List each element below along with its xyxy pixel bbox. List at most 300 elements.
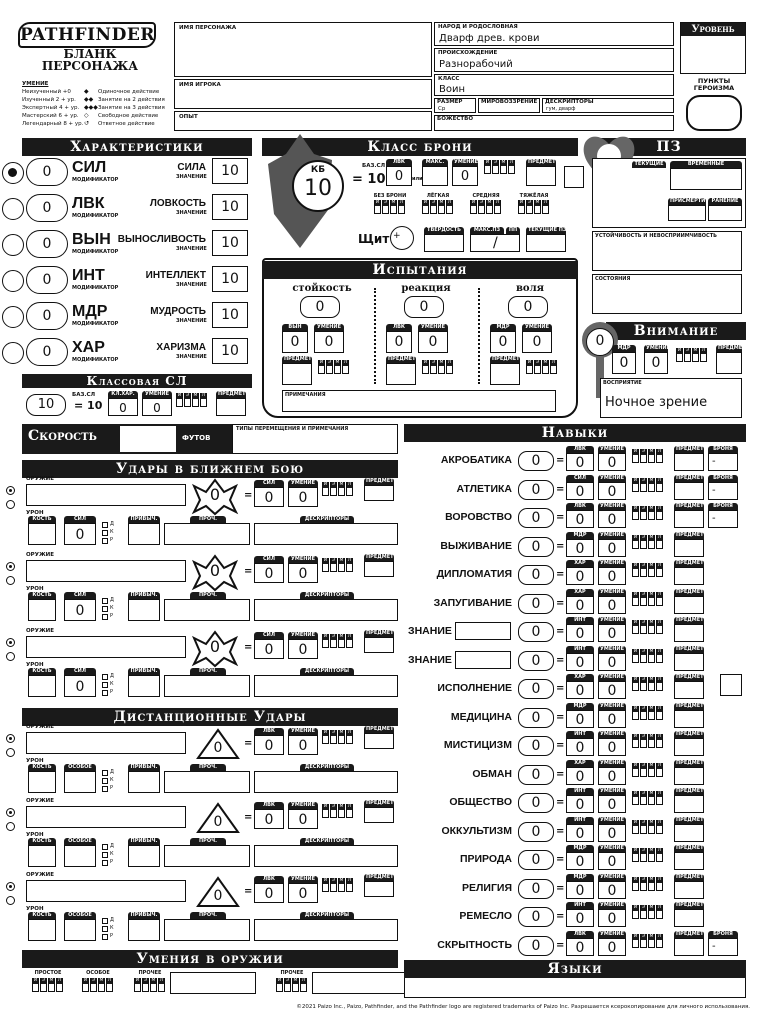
ability-selector[interactable] [2,342,24,364]
rank-checkbox[interactable] [632,449,639,463]
strike-prof[interactable]: 0 [288,487,318,507]
rank-checkbox[interactable] [98,978,105,992]
skill-total[interactable]: 0 [518,708,554,728]
hero-points-field[interactable] [686,95,742,131]
skill-item[interactable] [674,567,704,585]
skill-mod[interactable]: 0 [566,881,594,899]
rank-checkbox[interactable] [438,360,445,374]
rank-checkbox[interactable] [640,877,647,891]
rank-checkbox[interactable] [640,506,647,520]
perception-prof[interactable]: 0 [644,352,668,374]
rank-checkbox[interactable] [640,706,647,720]
rank-checkbox[interactable] [142,978,149,992]
skill-prof[interactable]: 0 [598,510,626,528]
strike-item[interactable] [364,561,394,577]
skill-mod[interactable]: 0 [566,738,594,756]
skill-prof-ranks[interactable] [632,763,664,777]
rank-checkbox[interactable] [508,160,515,174]
rank-checkbox[interactable] [346,558,353,572]
skill-item[interactable] [674,453,704,471]
rank-checkbox[interactable] [632,706,639,720]
skill-total[interactable]: 0 [518,651,554,671]
damage-type-d[interactable] [102,598,108,604]
rank-checkbox[interactable] [640,820,647,834]
shield-max-hp[interactable] [470,234,520,252]
skill-item[interactable] [674,539,704,557]
strike-prof-ranks[interactable] [322,482,354,496]
rank-checkbox[interactable] [632,848,639,862]
rank-checkbox[interactable] [656,877,663,891]
rank-checkbox[interactable] [322,804,329,818]
weapon-name[interactable] [26,484,186,506]
rank-checkbox[interactable] [398,200,405,214]
weapon-prof-other[interactable] [312,972,406,994]
rank-checkbox[interactable] [292,978,299,992]
ancestry-field[interactable]: НАРОД И РОДОСЛОВНАЯ Дварф древ. крови [434,22,674,46]
strike-item[interactable] [364,807,394,823]
skill-prof-ranks[interactable] [632,478,664,492]
damage-other[interactable] [164,599,250,621]
damage-dice[interactable] [28,845,56,867]
skill-total[interactable]: 0 [518,736,554,756]
skill-prof[interactable]: 0 [598,824,626,842]
skill-total[interactable]: 0 [518,879,554,899]
strike-selector[interactable] [6,638,15,647]
rank-checkbox[interactable] [640,563,647,577]
rank-checkbox[interactable] [382,200,389,214]
perception-value[interactable]: 0 [586,328,614,356]
rank-checkbox[interactable] [640,734,647,748]
rank-checkbox[interactable] [632,905,639,919]
strike-selector[interactable] [6,562,15,571]
skill-mod[interactable]: 0 [566,681,594,699]
weapon-traits[interactable] [254,523,398,545]
player-name-field[interactable]: ИМЯ ИГРОКА [174,79,432,109]
rank-checkbox[interactable] [632,649,639,663]
skill-item[interactable] [674,767,704,785]
rank-checkbox[interactable] [656,820,663,834]
ability-mod[interactable]: 0 [26,230,68,258]
rank-checkbox[interactable] [470,200,477,214]
armor-category-ranks[interactable] [470,200,502,214]
skill-prof[interactable]: 0 [598,567,626,585]
strike-ability[interactable]: 0 [254,735,284,755]
class-dc-key[interactable]: 0 [108,398,138,416]
rank-checkbox[interactable] [640,620,647,634]
rank-checkbox[interactable] [374,200,381,214]
ability-score[interactable]: 10 [212,230,248,256]
rank-checkbox[interactable] [656,763,663,777]
damage-type-d[interactable] [102,674,108,680]
rank-checkbox[interactable] [322,558,329,572]
skill-mod[interactable]: 0 [566,909,594,927]
rank-checkbox[interactable] [640,592,647,606]
skill-total[interactable]: 0 [518,565,554,585]
strike-prof[interactable]: 0 [288,639,318,659]
damage-type-k[interactable] [102,606,108,612]
strike-prof-ranks[interactable] [322,634,354,648]
rank-checkbox[interactable] [438,200,445,214]
skill-prof-ranks[interactable] [632,734,664,748]
damage-type-r[interactable] [102,538,108,544]
rank-checkbox[interactable] [632,620,639,634]
strike-prof[interactable]: 0 [288,735,318,755]
damage-specialization[interactable] [128,599,160,621]
skill-prof-ranks[interactable] [632,620,664,634]
damage-ability[interactable] [64,771,96,793]
rank-checkbox[interactable] [632,677,639,691]
ac-prof[interactable]: 0 [452,166,478,186]
rank-checkbox[interactable] [632,791,639,805]
strike-selector[interactable] [6,500,15,509]
rank-checkbox[interactable] [640,649,647,663]
rank-checkbox[interactable] [656,734,663,748]
skill-prof-ranks[interactable] [632,677,664,691]
damage-type-r[interactable] [102,934,108,940]
rank-checkbox[interactable] [430,200,437,214]
strike-selector[interactable] [6,734,15,743]
rank-checkbox[interactable] [330,482,337,496]
strike-ability[interactable]: 0 [254,563,284,583]
rank-checkbox[interactable] [648,563,655,577]
damage-dice[interactable] [28,675,56,697]
size-field[interactable]: РАЗМЕР Ср [434,98,476,113]
skill-mod[interactable]: 0 [566,795,594,813]
damage-ability[interactable] [64,919,96,941]
armor-category-ranks[interactable] [518,200,550,214]
skill-armor-penalty[interactable]: - [708,938,738,956]
rank-checkbox[interactable] [640,905,647,919]
rank-checkbox[interactable] [322,730,329,744]
rank-checkbox[interactable] [82,978,89,992]
rank-checkbox[interactable] [56,978,63,992]
rank-checkbox[interactable] [334,360,341,374]
skill-prof[interactable]: 0 [598,539,626,557]
rank-checkbox[interactable] [648,934,655,948]
ability-score[interactable]: 10 [212,194,248,220]
skill-item[interactable] [674,938,704,956]
strike-prof[interactable]: 0 [288,883,318,903]
skill-prof[interactable]: 0 [598,653,626,671]
damage-other[interactable] [164,771,250,793]
rank-checkbox[interactable] [338,634,345,648]
rank-checkbox[interactable] [542,360,549,374]
save-mod[interactable]: 0 [386,331,412,353]
skill-prof-ranks[interactable] [632,820,664,834]
ac-dex[interactable]: 0 [386,166,412,186]
rank-checkbox[interactable] [640,478,647,492]
rank-checkbox[interactable] [656,563,663,577]
rank-checkbox[interactable] [276,978,283,992]
rank-checkbox[interactable] [656,677,663,691]
rank-checkbox[interactable] [648,877,655,891]
skill-mod[interactable]: 0 [566,938,594,956]
rank-checkbox[interactable] [648,734,655,748]
skill-prof-ranks[interactable] [632,877,664,891]
damage-specialization[interactable] [128,523,160,545]
weapon-prof-ranks[interactable] [32,978,64,992]
rank-checkbox[interactable] [346,482,353,496]
strike-selector[interactable] [6,486,15,495]
rank-checkbox[interactable] [632,506,639,520]
rank-checkbox[interactable] [478,200,485,214]
strike-selector[interactable] [6,576,15,585]
strike-item[interactable] [364,637,394,653]
xp-field[interactable]: ОПЫТ [174,111,432,131]
skill-total[interactable]: 0 [518,936,554,956]
skill-total[interactable]: 0 [518,622,554,642]
damage-ability[interactable]: 0 [64,599,96,621]
rank-checkbox[interactable] [632,820,639,834]
rank-checkbox[interactable] [550,360,557,374]
temp-hp[interactable] [670,168,742,190]
skill-item[interactable] [674,795,704,813]
rank-checkbox[interactable] [656,649,663,663]
damage-other[interactable] [164,523,250,545]
skill-total[interactable]: 0 [518,793,554,813]
background-field[interactable]: ПРОИСХОЖДЕНИЕ Разнорабочий [434,48,674,72]
rank-checkbox[interactable] [422,360,429,374]
class-dc-prof[interactable]: 0 [142,398,172,416]
rank-checkbox[interactable] [656,620,663,634]
level-box[interactable] [680,22,746,74]
skill-prof-ranks[interactable] [632,706,664,720]
skill-prof[interactable]: 0 [598,909,626,927]
conditions[interactable]: СОСТОЯНИЯ [592,274,742,314]
strike-ability[interactable]: 0 [254,883,284,903]
class-dc-prof-ranks[interactable] [176,393,208,407]
rank-checkbox[interactable] [632,535,639,549]
rank-checkbox[interactable] [346,634,353,648]
rank-checkbox[interactable] [134,978,141,992]
weapon-name[interactable] [26,560,186,582]
skill-item[interactable] [674,824,704,842]
ability-mod[interactable]: 0 [26,194,68,222]
rank-checkbox[interactable] [648,763,655,777]
strike-prof[interactable]: 0 [288,563,318,583]
rank-checkbox[interactable] [656,848,663,862]
strike-selector[interactable] [6,822,15,831]
rank-checkbox[interactable] [486,200,493,214]
damage-specialization[interactable] [128,919,160,941]
damage-type-k[interactable] [102,778,108,784]
deity-field[interactable]: БОЖЕСТВО [434,115,674,131]
rank-checkbox[interactable] [676,348,683,362]
ability-selector[interactable] [2,234,24,256]
damage-other[interactable] [164,919,250,941]
skill-mod[interactable]: 0 [566,710,594,728]
armor-category-ranks[interactable] [422,200,454,214]
skill-mod[interactable]: 0 [566,824,594,842]
rank-checkbox[interactable] [300,978,307,992]
ability-selector[interactable] [2,306,24,328]
skill-item[interactable] [674,482,704,500]
skill-item[interactable] [674,881,704,899]
weapon-traits[interactable] [254,771,398,793]
rank-checkbox[interactable] [150,978,157,992]
skill-total[interactable]: 0 [518,480,554,500]
weapon-traits[interactable] [254,919,398,941]
save-mod[interactable]: 0 [282,331,308,353]
ability-mod[interactable]: 0 [26,158,68,186]
weapon-traits[interactable] [254,845,398,867]
rank-checkbox[interactable] [32,978,39,992]
skill-item[interactable] [674,624,704,642]
rank-checkbox[interactable] [648,649,655,663]
strike-selector[interactable] [6,882,15,891]
skill-prof-ranks[interactable] [632,848,664,862]
skill-item[interactable] [674,510,704,528]
rank-checkbox[interactable] [648,592,655,606]
skill-armor-penalty[interactable]: - [708,453,738,471]
strike-prof[interactable]: 0 [288,809,318,829]
languages-field[interactable] [404,978,746,998]
damage-type-k[interactable] [102,852,108,858]
rank-checkbox[interactable] [648,677,655,691]
rank-checkbox[interactable] [338,558,345,572]
damage-specialization[interactable] [128,771,160,793]
skill-prof-ranks[interactable] [632,905,664,919]
skill-prof-ranks[interactable] [632,934,664,948]
skill-prof-ranks[interactable] [632,791,664,805]
rank-checkbox[interactable] [648,620,655,634]
rank-checkbox[interactable] [322,482,329,496]
skill-total[interactable]: 0 [518,822,554,842]
damage-type-d[interactable] [102,770,108,776]
rank-checkbox[interactable] [338,878,345,892]
skill-prof[interactable]: 0 [598,767,626,785]
strike-prof-ranks[interactable] [322,558,354,572]
wounded[interactable] [708,205,742,221]
strike-ability[interactable]: 0 [254,809,284,829]
skill-total[interactable]: 0 [518,594,554,614]
damage-type-r[interactable] [102,690,108,696]
resistances[interactable]: УСТОЙЧИВОСТЬ И НЕВОСПРИИМЧИВОСТЬ [592,231,742,271]
damage-type-r[interactable] [102,614,108,620]
skill-total[interactable]: 0 [518,679,554,699]
rank-checkbox[interactable] [542,200,549,214]
rank-checkbox[interactable] [326,360,333,374]
rank-checkbox[interactable] [656,592,663,606]
damage-ability[interactable]: 0 [64,523,96,545]
save-value[interactable]: 0 [404,296,444,318]
rank-checkbox[interactable] [338,482,345,496]
skill-prof[interactable]: 0 [598,624,626,642]
skill-item[interactable] [674,852,704,870]
skill-item[interactable] [674,738,704,756]
rank-checkbox[interactable] [330,804,337,818]
damage-dice[interactable] [28,919,56,941]
ability-selector[interactable] [2,198,24,220]
perception-mod[interactable]: 0 [612,352,636,374]
save-value[interactable]: 0 [300,296,340,318]
damage-type-k[interactable] [102,530,108,536]
rank-checkbox[interactable] [330,730,337,744]
rank-checkbox[interactable] [640,848,647,862]
skill-mod[interactable]: 0 [566,510,594,528]
rank-checkbox[interactable] [526,360,533,374]
shield-bonus[interactable] [390,226,414,250]
rank-checkbox[interactable] [184,393,191,407]
rank-checkbox[interactable] [648,848,655,862]
rank-checkbox[interactable] [656,791,663,805]
ac-item[interactable] [526,166,556,186]
rank-checkbox[interactable] [338,730,345,744]
rank-checkbox[interactable] [494,200,501,214]
weapon-name[interactable] [26,636,186,658]
rank-checkbox[interactable] [632,763,639,777]
perception-prof-ranks[interactable] [676,348,708,362]
skill-prof[interactable]: 0 [598,482,626,500]
rank-checkbox[interactable] [648,791,655,805]
rank-checkbox[interactable] [526,200,533,214]
damage-other[interactable] [164,845,250,867]
weapon-name[interactable] [26,732,186,754]
traits-field[interactable]: ДЕСКРИПТОРЫ гум, дварф [542,98,674,113]
ac-dex-cap[interactable] [422,166,448,186]
rank-checkbox[interactable] [500,160,507,174]
rank-checkbox[interactable] [534,200,541,214]
shield-current-hp[interactable] [526,234,566,252]
rank-checkbox[interactable] [346,878,353,892]
save-prof-ranks[interactable] [318,360,350,374]
ability-score[interactable]: 10 [212,158,248,184]
skill-total[interactable]: 0 [518,907,554,927]
ac-value[interactable]: КБ 10 [292,160,344,212]
damage-ability[interactable]: 0 [64,675,96,697]
damage-specialization[interactable] [128,845,160,867]
rank-checkbox[interactable] [518,200,525,214]
strike-prof-ranks[interactable] [322,804,354,818]
rank-checkbox[interactable] [318,360,325,374]
ability-selector[interactable] [2,270,24,292]
rank-checkbox[interactable] [640,449,647,463]
save-value[interactable]: 0 [508,296,548,318]
rank-checkbox[interactable] [446,360,453,374]
rank-checkbox[interactable] [430,360,437,374]
skill-total[interactable]: 0 [518,537,554,557]
damage-type-k[interactable] [102,926,108,932]
strike-selector[interactable] [6,808,15,817]
rank-checkbox[interactable] [656,535,663,549]
rank-checkbox[interactable] [656,706,663,720]
rank-checkbox[interactable] [632,877,639,891]
skill-item[interactable] [674,909,704,927]
save-mod[interactable]: 0 [490,331,516,353]
rank-checkbox[interactable] [158,978,165,992]
skill-mod[interactable]: 0 [566,767,594,785]
save-prof[interactable]: 0 [522,331,552,353]
save-prof[interactable]: 0 [314,331,344,353]
rank-checkbox[interactable] [648,706,655,720]
rank-checkbox[interactable] [48,978,55,992]
lore-topic[interactable] [455,651,511,669]
skill-prof[interactable]: 0 [598,852,626,870]
perception-item[interactable] [716,352,742,374]
skill-prof[interactable]: 0 [598,681,626,699]
rank-checkbox[interactable] [648,478,655,492]
save-prof[interactable]: 0 [418,331,448,353]
skill-prof[interactable]: 0 [598,881,626,899]
skill-prof[interactable]: 0 [598,938,626,956]
damage-dice[interactable] [28,599,56,621]
damage-type-r[interactable] [102,786,108,792]
rank-checkbox[interactable] [422,200,429,214]
skill-total[interactable]: 0 [518,451,554,471]
character-name-field[interactable]: ИМЯ ПЕРСОНАЖА [174,22,432,77]
rank-checkbox[interactable] [640,677,647,691]
strike-ability[interactable]: 0 [254,639,284,659]
